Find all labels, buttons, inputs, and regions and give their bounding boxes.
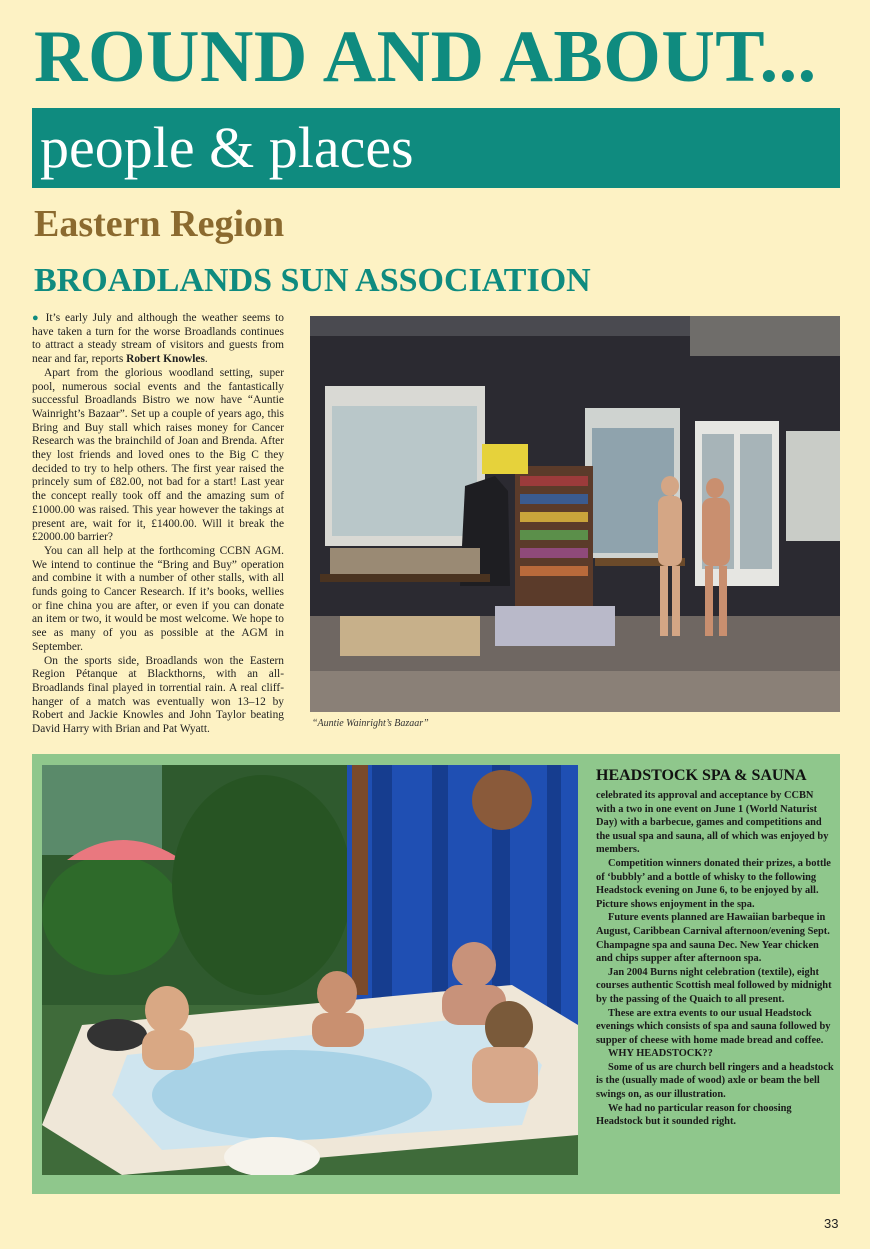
spa-paragraph: These are extra events to our usual Headstock evenings which consists of spa and sauna followed by supper of cheese with home made bread and coffee. xyxy=(596,1007,831,1046)
article-paragraph-text: It’s early July and although the weather seems to have taken a turn for the worse Broadlands continues to attract a steady stream of visitors and guests from near and far, reports xyxy=(32,312,284,366)
spa-paragraph: Some of us are church bell ringers and a headstock is the (usually made of wood) axle or beam the bell swings on, as our illustration. xyxy=(596,1061,834,1101)
banner-title: people & places xyxy=(40,115,414,180)
article-body xyxy=(32,312,284,737)
spa-paragraph: Jan 2004 Burns night celebration (textile), eight courses authentic Scottish meal followed by midnight by the passing of the Quaich to all present. xyxy=(596,966,832,1005)
page-headline: ROUND AND ABOUT... xyxy=(34,16,817,98)
spa-heading: HEADSTOCK SPA & SAUNA xyxy=(596,767,807,784)
spa-body xyxy=(596,789,834,1129)
spa-paragraph: We had no particular reason for choosing Headstock but it sounded right. xyxy=(596,1102,792,1128)
author-name: Robert Knowles xyxy=(126,353,205,366)
spa-photo xyxy=(42,765,578,1175)
article-paragraph: On the sports side, Broadlands won the Eastern Region Pétanque at Blackthorns, with an all-Broadlands final played in torrential rain. A real cliff-hanger of a match was eventually won 13–12 by Robert and Jackie Knowles and John Taylor beating David Harry with Brian and Pat Wyatt. xyxy=(32,654,284,736)
article-paragraph: Apart from the glorious woodland setting, super pool, numerous social events and the fantastically successful Broadlands Bistro we now have “Auntie Wainright’s Bazaar”. Set up a couple of years ago, this Bring and Buy stall which raises money for Cancer Research was the brainchild of Joan and Brenda. After they lost friends and loved ones to the Big C they decided to try to help others. The first year raised the princely sum of £82.00, not bad for a start! Last year the concept really took off and the amazing sum of £1000.00 was raised. This year however the takings at present are, wait for it, £1400.00. Will it break the £2000.00 barrier? xyxy=(32,366,284,544)
photo-caption: “Auntie Wainright’s Bazaar” xyxy=(312,718,429,729)
region-heading: Eastern Region xyxy=(34,203,285,245)
association-heading: BROADLANDS SUN ASSOCIATION xyxy=(34,262,591,299)
spa-paragraph: celebrated its approval and acceptance by CCBN with a two in one event on June 1 (World Naturist Day) with a barbecue, games and competitions and the usual spa and sauna, all of which was enjoyed by members. xyxy=(596,790,829,856)
section-banner xyxy=(32,108,840,188)
spa-paragraph: Competition winners donated their prizes, a bottle of ‘bubbly’ and a bottle of whisky to the following Headstock evening on June 6, to be enjoyed by all. Picture shows enjoyment in the spa. xyxy=(596,857,831,910)
spa-subheading: WHY HEADSTOCK?? xyxy=(608,1048,713,1060)
spa-paragraph: Future events planned are Hawaiian barbeque in August, Caribbean Carnival afternoon/evening Sept. Champagne spa and sauna Dec. New Year chicken and chips supper after afternoon spa. xyxy=(596,912,830,965)
page-number: 33 xyxy=(824,1216,839,1231)
bazaar-photo xyxy=(310,316,840,712)
article-paragraph: ● It’s early July and although the weather seems to have taken a turn for the worse Broadlands continues to attract a steady stream of visitors and guests from near and far, reports Robert Knowles. xyxy=(32,312,284,366)
article-paragraph: You can all help at the forthcoming CCBN AGM. We intend to continue the “Bring and Buy” operation and combine it with a number of other stalls, with all funds going to Cancer Research. If it’s books, wellies or fine china you are after, or even if you can donate an item or two, it would be most welcome. We hope to see as many of you as possible at the AGM in September. xyxy=(32,544,284,653)
bullet-icon: ● xyxy=(32,312,41,324)
